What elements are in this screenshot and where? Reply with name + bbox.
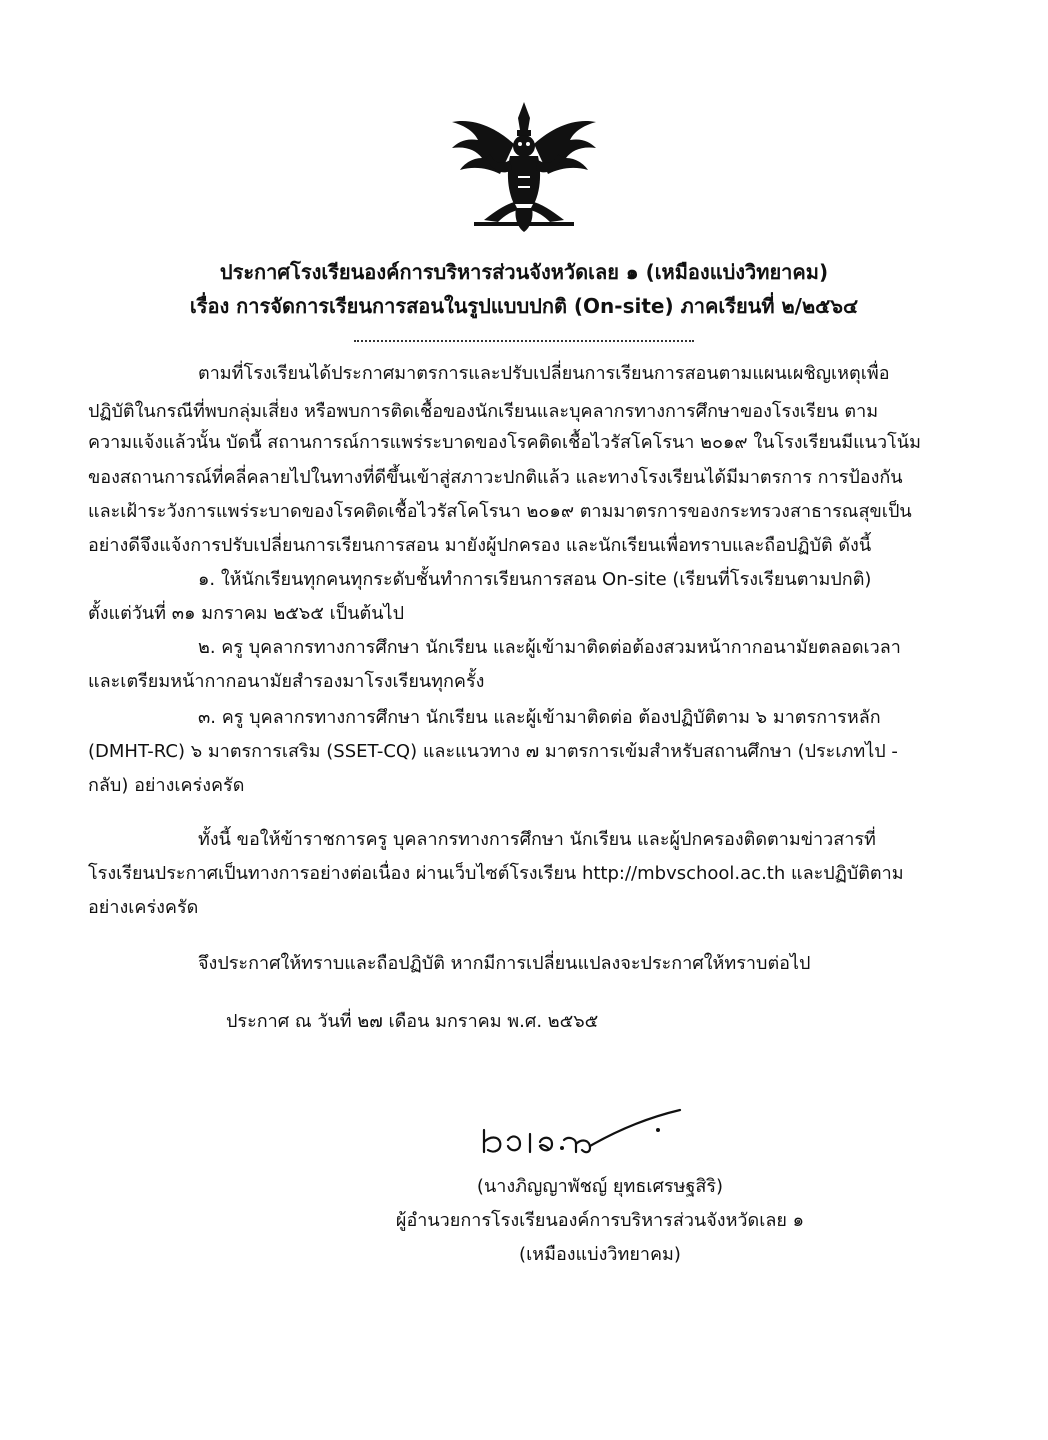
title-separator: [354, 340, 694, 342]
intro-line-5: และเฝ้าระวังการแพร่ระบาดของโรคติดเชื้อไวรัสโคโรนา ๒๐๑๙ ตามมาตรการของกระทรวงสาธารณสุขเป็น: [88, 501, 912, 522]
item-1-line-1: ๑. ให้นักเรียนทุกคนทุกระดับชั้นทำการเรียนการสอน On-site (เรียนที่โรงเรียนตามปกติ): [198, 569, 872, 590]
document-title-line2: เรื่อง การจัดการเรียนการสอนในรูปแบบปกติ (On-site) ภาคเรียนที่ ๒/๒๕๖๔: [189, 294, 859, 318]
signer-school: (เหมืองแบ่งวิทยาคม): [519, 1244, 681, 1265]
item-2-line-2: และเตรียมหน้ากากอนามัยสำรองมาโรงเรียนทุกครั้ง: [88, 671, 485, 692]
closing-line-2: โรงเรียนประกาศเป็นทางการอย่างต่อเนื่อง ผ่านเว็บไซต์โรงเรียน http://mbvschool.ac.th และปฏิบัติตาม: [88, 863, 904, 884]
garuda-emblem-icon: [444, 96, 604, 236]
document-title-line1: ประกาศโรงเรียนองค์การบริหารส่วนจังหวัดเลย ๑ (เหมืองแบ่งวิทยาคม): [219, 260, 829, 284]
signer-name: (นางภิญญาพัชญ์ ยุทธเศรษฐสิริ): [476, 1176, 724, 1197]
item-2-line-1: ๒. ครู บุคลากรทางการศึกษา นักเรียน และผู้เข้ามาติดต่อต้องสวมหน้ากากอนามัยตลอดเวลา: [198, 637, 901, 658]
item-3-line-2: (DMHT-RC) ๖ มาตรการเสริม (SSET-CQ) และแนวทาง ๗ มาตรการเข้มสำหรับสถานศึกษา (ประเภทไป -: [88, 741, 898, 762]
item-3-line-3: กลับ) อย่างเคร่งครัด: [88, 775, 245, 796]
handwritten-signature-icon: [478, 1100, 688, 1160]
item-1-line-2: ตั้งแต่วันที่ ๓๑ มกราคม ๒๕๖๕ เป็นต้นไป: [88, 603, 405, 624]
date-line: ประกาศ ณ วันที่ ๒๗ เดือน มกราคม พ.ศ. ๒๕๖๕: [226, 1011, 599, 1032]
announce-line: จึงประกาศให้ทราบและถือปฏิบัติ หากมีการเปลี่ยนแปลงจะประกาศให้ทราบต่อไป: [198, 953, 811, 974]
intro-line-3: ความแจ้งแล้วนั้น บัดนี้ สถานการณ์การแพร่ระบาดของโรคติดเชื้อไวรัสโคโรนา ๒๐๑๙ ในโรงเรียนมีแนวโน้ม: [88, 432, 921, 453]
item-3-line-1: ๓. ครู บุคลากรทางการศึกษา นักเรียน และผู้เข้ามาติดต่อ ต้องปฏิบัติตาม ๖ มาตรการหลัก: [198, 707, 881, 728]
intro-line-2: ปฏิบัติในกรณีที่พบกลุ่มเสี่ยง หรือพบการติดเชื้อของนักเรียนและบุคลากรทางการศึกษาของโรงเรียน ตาม: [88, 401, 879, 422]
signer-position: ผู้อำนวยการโรงเรียนองค์การบริหารส่วนจังหวัดเลย ๑: [395, 1210, 805, 1231]
intro-line-1: ตามที่โรงเรียนได้ประกาศมาตรการและปรับเปลี่ยนการเรียนการสอนตามแผนเผชิญเหตุเพื่อ: [198, 363, 890, 384]
intro-line-6: อย่างดีจึงแจ้งการปรับเปลี่ยนการเรียนการสอน มายังผู้ปกครอง และนักเรียนเพื่อทราบและถือปฏิบัติ ดังนี้: [88, 535, 872, 556]
closing-line-3: อย่างเคร่งครัด: [88, 897, 199, 918]
intro-line-4: ของสถานการณ์ที่คลี่คลายไปในทางที่ดีขึ้นเข้าสู่สภาวะปกติแล้ว และทางโรงเรียนได้มีมาตรการ การป้องกัน: [88, 467, 903, 488]
closing-line-1: ทั้งนี้ ขอให้ข้าราชการครู บุคลากรทางการศึกษา นักเรียน และผู้ปกครองติดตามข่าวสารที่: [198, 829, 876, 850]
